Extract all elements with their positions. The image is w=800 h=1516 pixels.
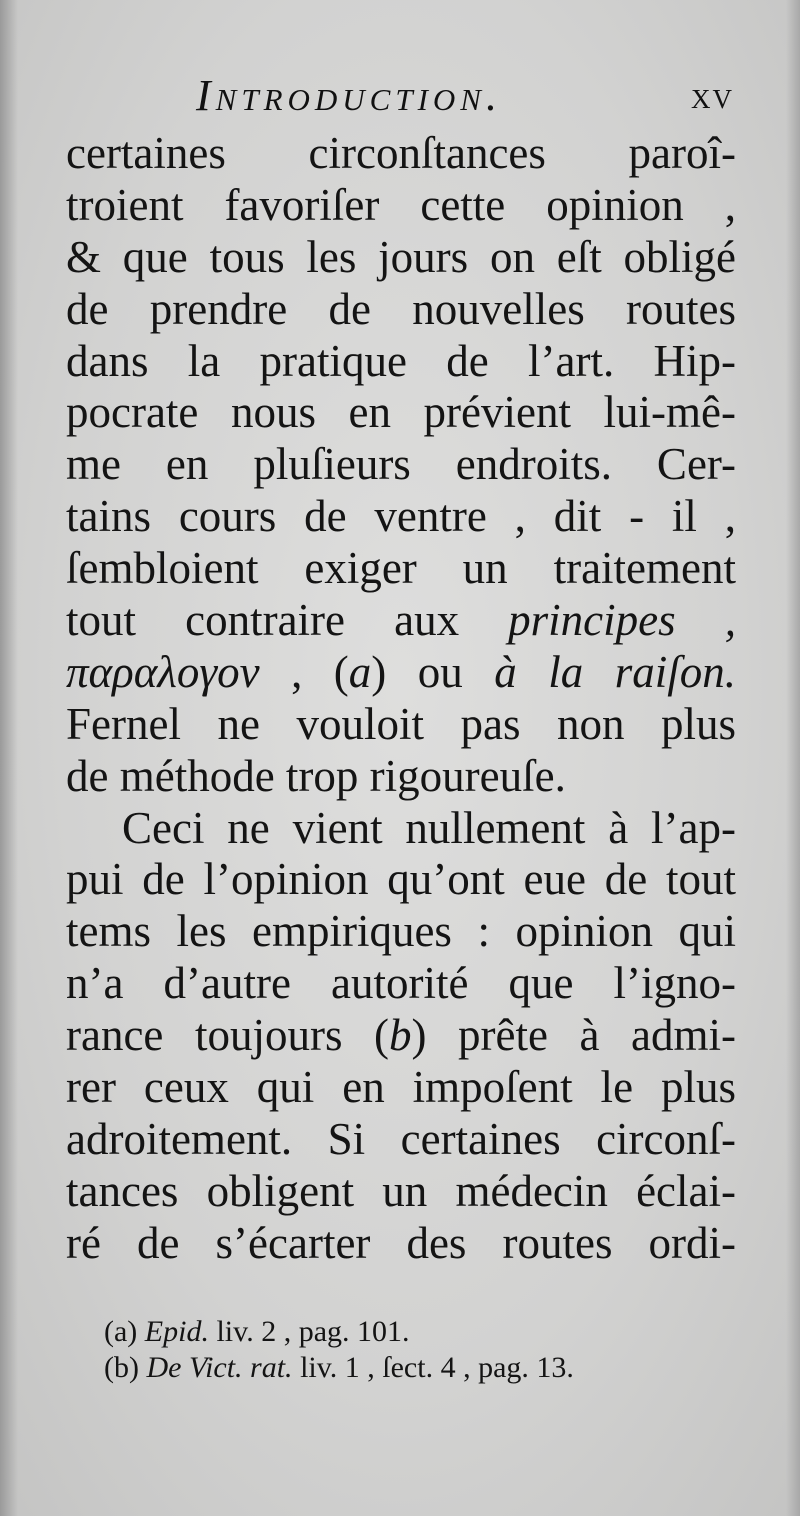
italic-text: principes , [508, 595, 736, 646]
text-line [66, 1010, 736, 1062]
footnote-marker-b: b [389, 1010, 412, 1061]
text-line: pui de l’opinion qu’ont eue de tout [66, 854, 736, 905]
text-line: Fernel ne vouloit pas non plus [66, 698, 736, 749]
text-line: de méthode trop rigoureuſe. [66, 750, 566, 801]
greek-word: παραλογον [66, 646, 260, 697]
text-line: pocrate nous en prévient lui-mê- [66, 387, 736, 438]
text-run: , ( [259, 646, 349, 697]
text-line: tems les empiriques : opinion qui [66, 906, 736, 957]
text-run: ) ou [371, 646, 495, 697]
italic-text: à la raiſon. [494, 646, 736, 697]
running-head: Introduction. [196, 71, 502, 120]
text-line: certaines circonſtances paroî- [66, 128, 736, 178]
footnote-source: Epid. [144, 1315, 209, 1348]
footnote-mark: (a) [104, 1315, 138, 1348]
text-line: me en pluſieurs endroits. Cer- [66, 439, 736, 490]
footnote-marker-a: a [348, 646, 372, 697]
text-line: rer ceux qui en impoſent le plus [66, 1062, 736, 1113]
text-run: ) prête à admi- [411, 1010, 736, 1061]
page-edge-left [0, 0, 18, 1516]
text-run: tout contraire aux [66, 595, 509, 646]
text-line: troient favoriſer cette opinion , [66, 179, 736, 230]
footnote-mark: (b) [104, 1351, 139, 1384]
text-run: rance toujours ( [66, 1010, 389, 1061]
footnote-source: De Vict. rat. [146, 1351, 293, 1384]
text-line: ſembloient exiger un traitement [66, 543, 736, 594]
text-line: dans la pratique de l’art. Hip- [66, 335, 736, 386]
text-line [66, 595, 736, 647]
page-header [66, 70, 734, 128]
footnote-reference: liv. 2 , pag. 101. [208, 1315, 410, 1348]
text-line [66, 647, 736, 699]
text-line: n’a d’autre autorité que l’igno- [66, 958, 736, 1009]
page-edge-right [786, 0, 800, 1516]
text-line: de prendre de nouvelles routes [66, 283, 736, 334]
page-number: xv [691, 75, 734, 117]
text-line: & que tous les jours on eſt obligé [66, 231, 736, 282]
footnote-a [104, 1314, 574, 1350]
body-text [66, 128, 736, 1270]
footnotes [104, 1314, 574, 1386]
footnote-b [104, 1350, 574, 1386]
paragraph-start-line: Ceci ne vient nullement à l’ap- [122, 802, 736, 853]
text-line: ré de s’écarter des routes ordi- [66, 1217, 736, 1268]
text-line: adroitement. Si certaines circonſ- [66, 1113, 736, 1164]
text-line: tains cours de ventre , dit - il , [66, 491, 736, 542]
text-line: tances obligent un médecin éclai- [66, 1165, 736, 1216]
footnote-reference: liv. 1 , ſect. 4 , pag. 13. [292, 1351, 574, 1384]
